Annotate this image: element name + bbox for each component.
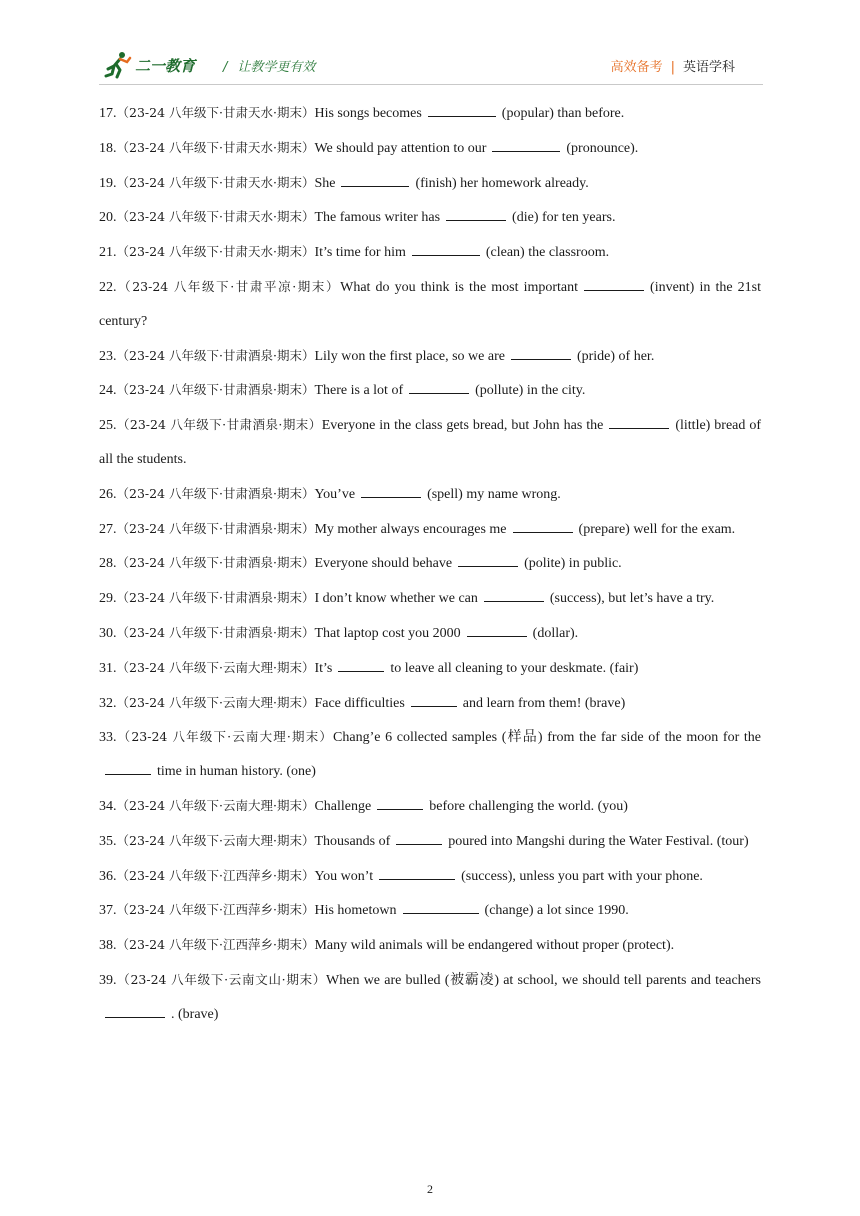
question-text-before: His songs becomes: [314, 106, 422, 121]
question-number: 29.: [99, 591, 117, 607]
question-source: （23-24 八年级下·甘肃酒泉·期末）: [116, 590, 315, 606]
question-text-before: Everyone in the class gets bread, but John has the: [321, 418, 604, 434]
question-text-before: When we are bulled (被霸凌) at school, we should tell parents and teachers: [326, 972, 761, 988]
question-item: [99, 581, 761, 616]
answer-blank[interactable]: [379, 865, 455, 880]
question-source: （23-24 八年级下·甘肃平凉·期末）: [116, 278, 341, 294]
question-source: （23-24 八年级下·甘肃酒泉·期末）: [116, 347, 315, 363]
question-source: （23-24 八年级下·甘肃酒泉·期末）: [116, 417, 322, 433]
question-number: 18.: [99, 140, 117, 156]
question-source: （23-24 八年级下·云南大理·期末）: [116, 832, 315, 848]
answer-blank[interactable]: [446, 206, 506, 221]
question-number: 22.: [99, 279, 117, 295]
question-source: （23-24 八年级下·江西萍乡·期末）: [116, 867, 315, 883]
answer-blank[interactable]: [341, 172, 409, 187]
question-text-before: It’s time for him: [314, 245, 406, 261]
tag-right: 英语学科: [682, 60, 735, 75]
question-text-after: (success), but let’s have a try.: [549, 591, 715, 607]
question-number: 26.: [99, 486, 117, 502]
question-text-before: You’ve: [314, 486, 356, 502]
question-text-after: . (brave): [171, 1006, 219, 1022]
answer-blank[interactable]: [409, 379, 469, 394]
question-item: [99, 477, 761, 512]
answer-blank[interactable]: [428, 102, 496, 117]
answer-blank[interactable]: [412, 241, 480, 256]
question-text-after: time in human history. (one): [157, 764, 316, 780]
question-item: [99, 373, 761, 408]
question-text-after: (spell) my name wrong.: [427, 486, 561, 502]
answer-blank[interactable]: [609, 414, 669, 429]
answer-blank[interactable]: [361, 483, 421, 498]
answer-blank[interactable]: [338, 657, 384, 672]
question-source: （23-24 八年级下·甘肃天水·期末）: [116, 209, 315, 225]
answer-blank[interactable]: [492, 137, 560, 152]
question-source: （23-24 八年级下·云南大理·期末）: [116, 694, 315, 710]
question-text-before: The famous writer has: [314, 210, 441, 226]
question-text-after: (polite) in public.: [524, 556, 622, 572]
question-text-after: (invent) in the 21st century?: [99, 279, 761, 329]
logo: [103, 50, 195, 80]
logo-text: 二一教育: [135, 56, 196, 75]
question-source: （23-24 八年级下·甘肃天水·期末）: [116, 105, 315, 120]
question-item: [99, 651, 761, 686]
question-source: （23-24 八年级下·甘肃天水·期末）: [116, 174, 315, 190]
slogan-text: 让教学更有效: [237, 60, 316, 75]
question-source: （23-24 八年级下·甘肃酒泉·期末）: [116, 624, 315, 640]
question-text-before: Lily won the first place, so we are: [314, 348, 505, 364]
page-header: [99, 46, 763, 82]
question-text-before: Thousands of: [314, 833, 391, 849]
runner-logo-icon: [103, 50, 133, 80]
question-text-before: His hometown: [314, 903, 397, 919]
question-item: [99, 859, 761, 894]
question-number: 33.: [99, 730, 117, 746]
question-source: （23-24 八年级下·甘肃酒泉·期末）: [116, 485, 315, 501]
question-text-before: I don’t know whether we can: [314, 591, 478, 607]
question-text-before: Many wild animals will be endangered without proper: [314, 938, 619, 954]
question-item: [99, 928, 761, 963]
question-text-before: Chang’e 6 collected samples (样品) from the far side of the moon for the: [333, 730, 761, 746]
answer-blank[interactable]: [377, 795, 423, 810]
answer-blank[interactable]: [484, 587, 544, 602]
question-text-after: (protect).: [622, 938, 675, 954]
question-item: [99, 824, 761, 859]
question-text-before: Face difficulties: [314, 695, 405, 711]
answer-blank[interactable]: [105, 760, 151, 775]
question-text-before: Challenge: [314, 798, 372, 814]
question-item: [99, 686, 761, 721]
question-number: 20.: [99, 210, 117, 226]
subject-tags: 高效备考 | 英语学科: [610, 60, 735, 75]
question-number: 39.: [99, 972, 117, 988]
question-item: [99, 339, 761, 374]
question-source: （23-24 八年级下·甘肃酒泉·期末）: [116, 520, 315, 536]
question-item: [99, 235, 761, 270]
answer-blank[interactable]: [105, 1003, 165, 1018]
question-item: [99, 616, 761, 651]
question-text-after: poured into Mangshi during the Water Festival. (tour): [448, 833, 749, 849]
page-number: 2: [427, 1182, 433, 1196]
question-text-after: (pollute) in the city.: [475, 383, 586, 399]
question-text-before: What do you think is the most important: [340, 279, 579, 295]
question-source: （23-24 八年级下·云南大理·期末）: [116, 729, 334, 745]
question-text-after: (pronounce).: [566, 140, 639, 156]
question-number: 35.: [99, 833, 117, 849]
question-text-before: It’s: [314, 660, 333, 676]
question-item: [99, 512, 761, 547]
question-item: [99, 200, 761, 235]
answer-blank[interactable]: [411, 692, 457, 707]
answer-blank[interactable]: [403, 899, 479, 914]
question-item: [99, 720, 761, 789]
question-text-after: (die) for ten years.: [512, 210, 616, 226]
question-source: （23-24 八年级下·甘肃酒泉·期末）: [116, 382, 315, 398]
question-text-after: (dollar).: [532, 625, 579, 641]
question-text-before: You won’t: [314, 868, 374, 884]
answer-blank[interactable]: [396, 830, 442, 845]
question-source: （23-24 八年级下·甘肃酒泉·期末）: [116, 555, 315, 571]
question-number: 30.: [99, 625, 117, 641]
question-text-before: She: [314, 175, 336, 191]
question-item: [99, 96, 761, 131]
question-number: 19.: [99, 175, 117, 191]
question-source: （23-24 八年级下·江西萍乡·期末）: [116, 902, 315, 918]
question-item: [99, 546, 761, 581]
question-item: [99, 789, 761, 824]
answer-blank[interactable]: [467, 622, 527, 637]
question-text-before: Everyone should behave: [314, 556, 453, 572]
question-item: [99, 893, 761, 928]
question-item: [99, 131, 761, 166]
question-text-after: before challenging the world. (you): [429, 798, 628, 814]
header-divider: [99, 84, 763, 85]
answer-blank[interactable]: [513, 518, 573, 533]
answer-blank[interactable]: [511, 345, 571, 360]
question-text-before: My mother always encourages me: [314, 521, 507, 537]
tag-left: 高效备考: [610, 60, 663, 75]
question-source: （23-24 八年级下·云南大理·期末）: [116, 797, 315, 813]
question-number: 25.: [99, 418, 117, 434]
question-number: 24.: [99, 383, 117, 399]
question-source: （23-24 八年级下·甘肃天水·期末）: [116, 139, 315, 155]
question-text-before: We should pay attention to our: [314, 140, 487, 156]
question-number: 28.: [99, 556, 117, 572]
question-text-after: (change) a lot since 1990.: [484, 903, 629, 919]
question-number: 21.: [99, 245, 117, 261]
question-number: 23.: [99, 348, 117, 364]
question-text-before: There is a lot of: [314, 383, 404, 399]
question-text-after: and learn from them! (brave): [462, 695, 626, 711]
question-text-after: (popular) than before.: [501, 106, 625, 121]
question-source: （23-24 八年级下·云南大理·期末）: [116, 659, 315, 675]
question-number: 34.: [99, 798, 117, 814]
question-text-after: (success), unless you part with your phone.: [461, 868, 703, 884]
question-item: [99, 408, 761, 477]
question-item: [99, 270, 761, 339]
question-item: [99, 963, 761, 1032]
answer-blank[interactable]: [584, 276, 644, 291]
question-text-before: That laptop cost you 2000: [314, 625, 461, 641]
question-number: 27.: [99, 521, 117, 537]
question-text-after: (little) bread of all the students.: [99, 418, 761, 467]
question-number: 32.: [99, 695, 117, 711]
question-source: （23-24 八年级下·江西萍乡·期末）: [116, 937, 315, 953]
question-text-after: to leave all cleaning to your deskmate. (fair): [390, 660, 639, 676]
question-list: [99, 96, 761, 1032]
question-text-after: (finish) her homework already.: [415, 175, 589, 191]
question-text-after: (prepare) well for the exam.: [578, 521, 736, 537]
question-text-after: (pride) of her.: [576, 348, 655, 364]
question-number: 37.: [99, 903, 117, 919]
answer-blank[interactable]: [458, 552, 518, 567]
question-source: （23-24 八年级下·甘肃天水·期末）: [116, 244, 315, 260]
question-text-after: (clean) the classroom.: [485, 245, 610, 261]
question-number: 31.: [99, 660, 117, 676]
slogan: / 让教学更有效: [223, 60, 316, 75]
question-number: 38.: [99, 938, 117, 954]
question-item: [99, 166, 761, 201]
question-number: 36.: [99, 868, 117, 884]
question-source: （23-24 八年级下·云南文山·期末）: [116, 971, 327, 987]
question-number: 17.: [99, 106, 117, 121]
